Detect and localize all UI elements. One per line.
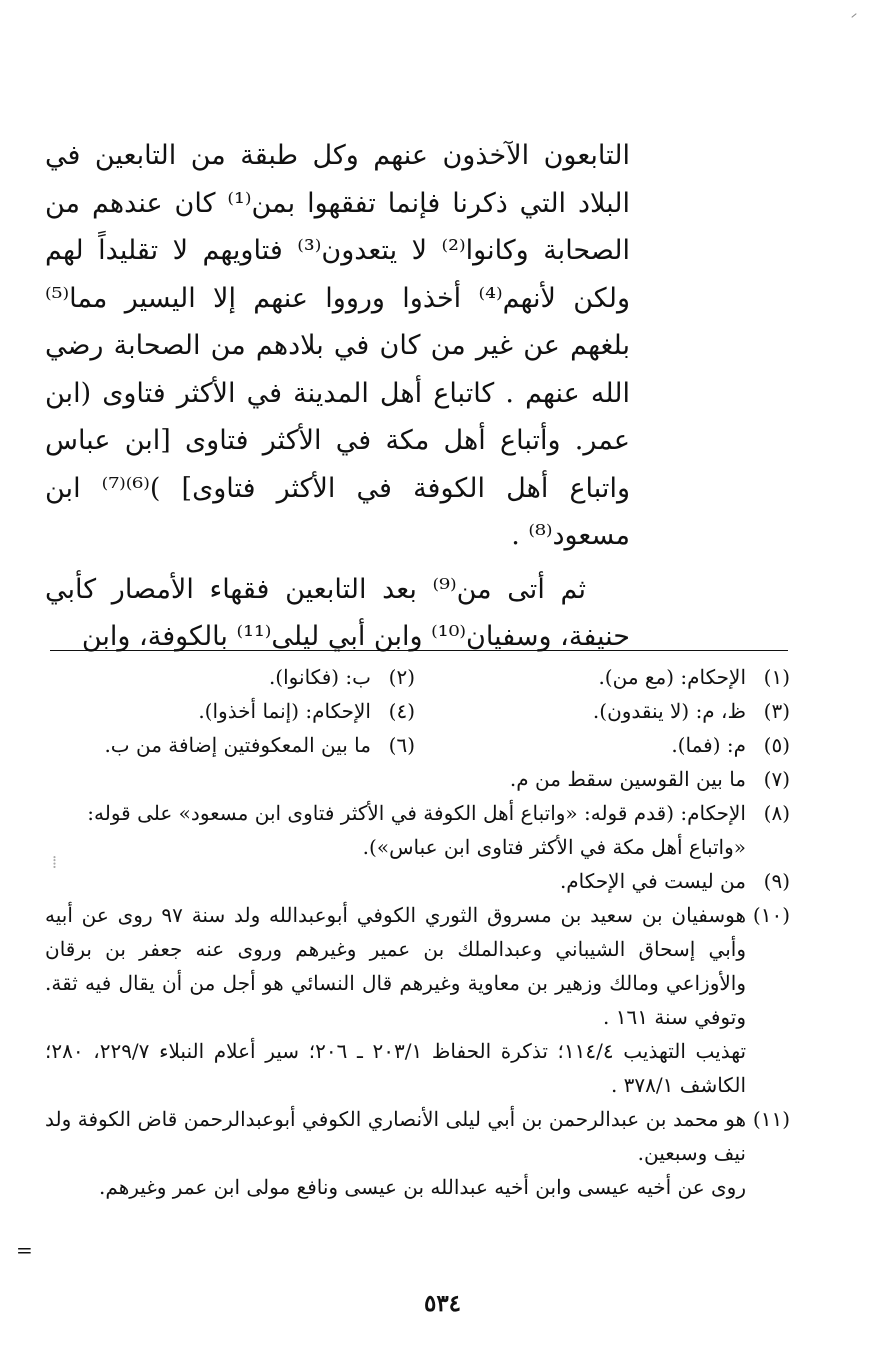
footnote-text: ب: (فكانوا). xyxy=(268,665,371,689)
footnotes xyxy=(45,660,790,1204)
footnote-10 xyxy=(45,898,790,1034)
footnote-5 xyxy=(415,728,790,762)
footnote-6 xyxy=(45,728,415,762)
footnote-8-continuation: «واتباع أهل مكة في الأكثر فتاوى ابن عباس»). xyxy=(362,835,746,859)
footnote-number: (١٠) xyxy=(752,903,790,927)
scan-speck xyxy=(851,13,856,18)
footnote-7 xyxy=(45,762,790,796)
footnote-text: هوسفيان بن سعيد بن مسروق الثوري الكوفي أبوعبدالله ولد سنة ٩٧ روى عن أبيه وأبي إسحاق الشيباني وعبدالملك بن عمير وغيرهم وروى عنه جعفر بن برقان والأوزاعي ومالك وزهير بن معاوية وغيرهم قال النسائي هو أجل من أن يقال فيه ثقة. وتوفي سنة ١٦١ . xyxy=(45,903,746,1029)
main-paragraph-2: ثم أتى من⁽⁹⁾ بعد التابعين فقهاء الأمصار كأبي حنيفة، وسفيان⁽¹⁰⁾ وابن أبي ليلى⁽¹¹⁾ بالكوفة، وابن xyxy=(45,573,630,652)
footnote-number: (١) xyxy=(763,665,790,689)
footnote-text: م: (فما). xyxy=(671,733,746,757)
main-paragraph-1: التابعون الآخذون عنهم وكل طبقة من التابعين في البلاد التي ذكرنا فإنما تفقهوا بمن⁽¹⁾ كان عندهم من الصحابة وكانوا⁽²⁾ لا يتعدون⁽³⁾ فتاويهم لا تقليداً لهم ولكن لأنهم⁽⁴⁾ أخذوا ورووا عنهم إلا اليسير مما⁽⁵⁾ بلغهم عن غير من كان في بلادهم من الصحابة رضي الله عنهم . كاتباع أهل المدينة في الأكثر فتاوى (ابن عمر. وأتباع أهل مكة في الأكثر فتاوى [ابن عباس واتباع أهل الكوفة في الأكثر فتاوى] )⁽⁶⁾⁽⁷⁾ ابن مسعود⁽⁸⁾ . xyxy=(45,140,630,551)
footnote-text: ما بين القوسين سقط من م. xyxy=(509,767,746,791)
footnote-1 xyxy=(415,660,790,694)
footnote-8 xyxy=(45,796,790,830)
footnote-2 xyxy=(45,660,415,694)
footnote-4 xyxy=(45,694,415,728)
footnote-number: (١١) xyxy=(752,1107,790,1131)
footnote-text: من ليست في الإحكام. xyxy=(559,869,746,893)
footnote-text: الإحكام: (قدم قوله: «واتباع أهل الكوفة في الأكثر فتاوى ابن مسعود» على قوله: xyxy=(87,801,746,825)
footnote-text: ما بين المعكوفتين إضافة من ب. xyxy=(104,733,371,757)
footnotes-two-column xyxy=(45,660,790,762)
footnote-number: (٤) xyxy=(388,699,415,723)
main-text xyxy=(45,132,630,661)
footnote-text: هو محمد بن عبدالرحمن بن أبي ليلى الأنصاري الكوفي أبوعبدالرحمن قاض الكوفة ولد نيف وسبعين. xyxy=(45,1107,746,1165)
footnote-text: الإحكام: (مع من). xyxy=(598,665,746,689)
footnote-11 xyxy=(45,1102,790,1170)
footnote-number: (٨) xyxy=(763,801,790,825)
footnote-9 xyxy=(45,864,790,898)
footnote-3 xyxy=(415,694,790,728)
continuation-mark: = xyxy=(16,1238,33,1262)
footnote-separator xyxy=(50,650,788,651)
footnote-text: الإحكام: (إنما أخذوا). xyxy=(198,699,371,723)
footnote-number: (٧) xyxy=(763,767,790,791)
footnote-number: (٩) xyxy=(763,869,790,893)
footnote-11-continuation: روى عن أخيه عيسى وابن أخيه عبدالله بن عيسى ونافع مولى ابن عمر وغيرهم. xyxy=(99,1175,746,1199)
footnote-number: (٣) xyxy=(763,699,790,723)
footnote-number: (٦) xyxy=(388,733,415,757)
footnote-number: (٢) xyxy=(388,665,415,689)
scan-mark: ⁞ xyxy=(52,852,58,873)
footnote-10-references: تهذيب التهذيب ١١٤/٤؛ تذكرة الحفاظ ٢٠٣/١ ـ ٢٠٦؛ سير أعلام النبلاء ٢٢٩/٧، ٢٨٠؛ الكاشف ٣٧٨/١ . xyxy=(45,1039,747,1097)
footnote-number: (٥) xyxy=(763,733,790,757)
page-number: ٥٣٤ xyxy=(423,1290,462,1317)
footnote-text: ظ، م: (لا ينقدون). xyxy=(592,699,746,723)
